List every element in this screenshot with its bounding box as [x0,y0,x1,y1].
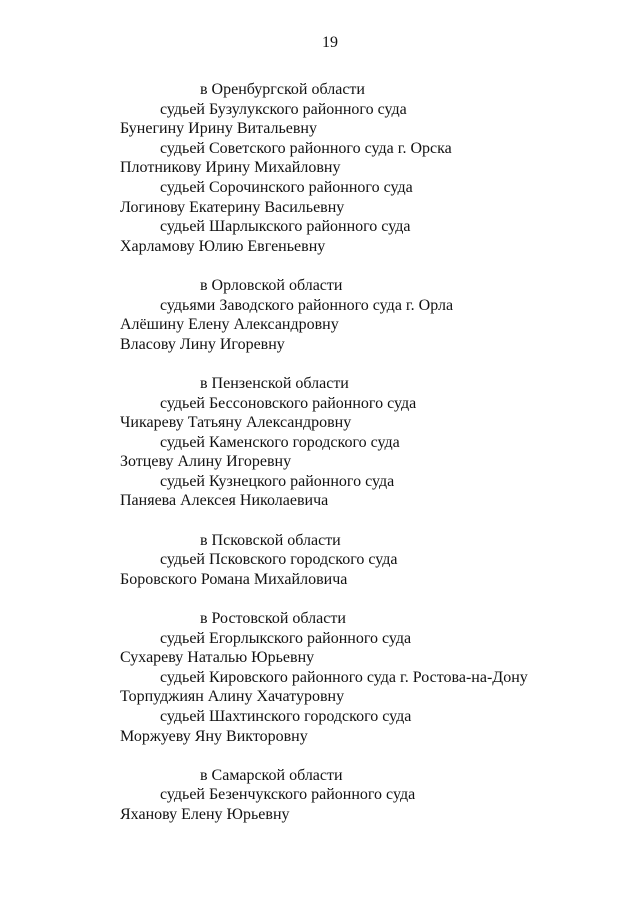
court-line: судьей Кировского районного суда г. Ростова-на-Дону [160,668,528,686]
judge-name: Чикареву Татьяну Александровну [120,414,352,432]
judge-name: Бунегину Ирину Витальевну [120,120,317,138]
judge-name: Логинову Екатерину Васильевну [120,198,345,216]
judge-name: Зотцеву Алину Игоревну [120,453,292,471]
judge-name: Моржуеву Яну Викторовну [120,727,308,745]
region-heading: в Оренбургской области [200,81,365,98]
court-line: судьями Заводского районного суда г. Орла [160,296,454,314]
judge-name: Сухареву Наталью Юрьевну [120,649,315,667]
judge-name: Торпуджиян Алину Хачатуровну [120,688,345,706]
court-line: судьей Егорлыкского районного суда [160,629,412,647]
court-line: судьей Бессоновского районного суда [160,394,417,412]
judge-name: Власову Лину Игоревну [120,335,285,353]
judge-name: Плотникову Ирину Михайловну [120,159,341,177]
judge-name: Алёшину Елену Александровну [120,316,339,334]
judge-name: Харламову Юлию Евгеньевну [120,237,326,255]
court-line: судьей Советского районного суда г. Орска [160,139,452,157]
region-heading: в Самарской области [200,766,343,784]
court-line: судьей Сорочинского районного суда [160,178,413,196]
region-heading: в Пензенской области [200,374,349,392]
court-line: судьей Кузнецкого районного суда [160,472,395,490]
court-line: судьей Псковского городского суда [160,551,398,569]
court-line: судьей Шахтинского городского суда [160,708,412,725]
court-line: судьей Шарлыкского районного суда [160,218,411,236]
region-section [0,531,640,590]
court-line: судьей Каменского городского суда [160,433,400,451]
region-section [0,276,640,354]
court-line: судьей Безенчукского районного суда [160,786,416,804]
region-heading: в Орловской области [200,276,343,294]
region-section [0,609,640,746]
region-section [0,80,640,256]
region-heading: в Псковской области [200,531,341,549]
court-line: судьей Бузулукского районного суда [160,100,407,118]
judge-name: Яханову Елену Юрьевну [120,805,290,823]
judge-name: Паняева Алексея Николаевича [120,492,329,510]
region-section [0,766,640,825]
region-section [0,374,640,511]
page-number: 19 [322,34,338,51]
appointments-list [0,80,640,844]
judge-name: Боровского Романа Михайловича [120,570,348,588]
region-heading: в Ростовской области [200,610,346,628]
